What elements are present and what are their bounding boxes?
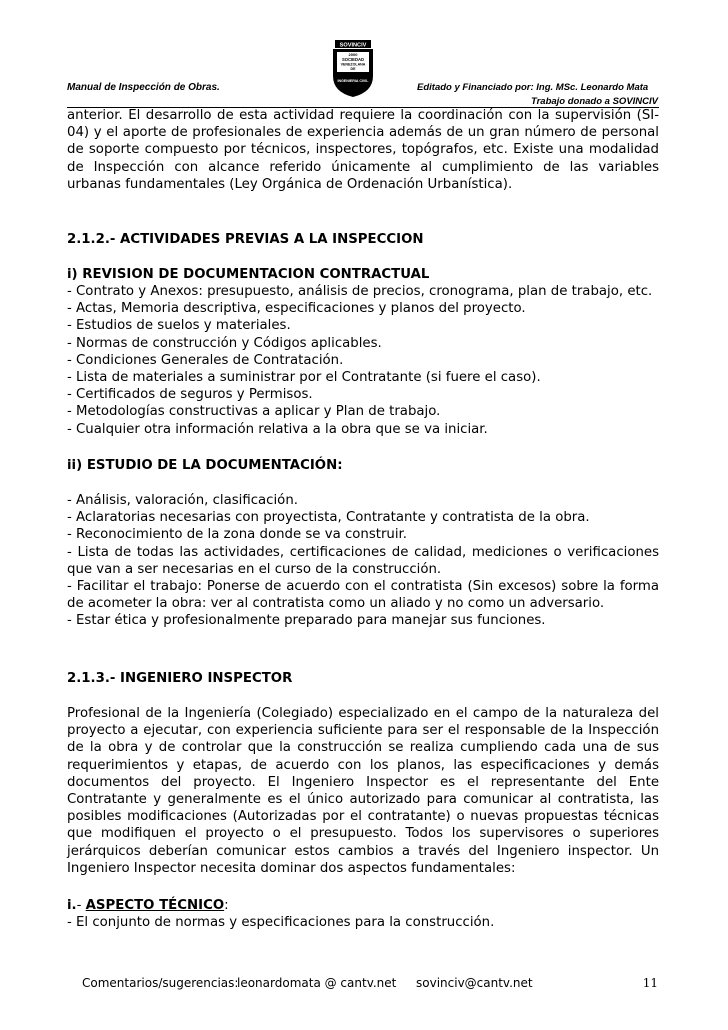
aspect-item: - El conjunto de normas y especificaciones para la construcción. [67,915,495,930]
footer-label: Comentarios/sugerencias: [82,976,239,990]
logo-line-3: VENEZOLANA [340,62,366,67]
aspect-dash: - [76,898,86,913]
list-item: - Cualquier otra información relativa a la obra que se va iniciar. [67,421,488,437]
logo-line-4: DE [350,67,356,71]
list-estudio-documentacion [67,492,659,630]
list-item: - Análisis, valoración, clasificación. [67,493,298,508]
list-item: - Metodologías constructivas a aplicar y Plan de trabajo. [67,404,441,420]
footer-email-1: leonardomata @ cantv.net [237,976,397,990]
subheading-estudio-documentacion: ii) ESTUDIO DE LA DOCUMENTACIÓN: [67,458,343,473]
sovinciv-logo-icon [327,40,379,98]
header-publisher: Editado y Financiado por: Ing. MSc. Leonardo Mata [417,82,649,93]
header-donation: Trabajo donado a SOVINCIV [530,96,658,107]
list-item: - Condiciones Generales de Contratación. [67,352,344,368]
aspect-heading [67,897,659,914]
footer-email-2: sovinciv@cantv.net [416,976,533,990]
page-number: 11 [642,976,658,990]
list-item: - Lista de todas las actividades, certificaciones de calidad, mediciones o verificaciones que van a ser necesarias en el curso de la construcción. [67,544,659,577]
logo-top-text: SOVINCIV [339,42,367,49]
aspect-number: i. [67,898,77,913]
intro-paragraph: anterior. El desarrollo de esta actividad requiere la coordinación con la supervisión (SI-04) y el aporte de profesionales de experiencia además de un gran número de personal de soporte compuesto por técnicos, inspectores, topógrafos, etc. Existe una modalidad de Inspección con alcance referido únicamente al cumplimiento de las variables urbanas fundamentales (Ley Orgánica de Ordenación Urbanística). [67,108,659,192]
section-heading-2-1-3: 2.1.3.- INGENIERO INSPECTOR [67,671,293,686]
list-item: - Aclaratorias necesarias con proyectista, Contratante y contratista de la obra. [67,510,590,526]
list-item: - Facilitar el trabajo: Ponerse de acuerdo con el contratista (Sin excesos) sobre la forma de acometer la obra: ver al contratista como un aliado y no como un adversario. [67,579,659,612]
logo-line-5: INGENIERIA CIVIL [337,79,369,83]
list-item: - Lista de materiales a suministrar por el Contratante (si fuere el caso). [67,370,541,386]
list-documentacion-contractual [67,283,659,438]
list-item: - Actas, Memoria descriptiva, especificaciones y planos del proyecto. [67,301,526,317]
ingeniero-inspector-paragraph: Profesional de la Ingeniería (Colegiado) especializado en el campo de la naturaleza del proyecto a ejecutar, con experiencia suficiente para ser el responsable de la Inspección de la obra y de controlar que la construcción se realiza cumpliendo cada una de sus requerimientos y etapas, de acuerdo con los planos, las especificaciones y demás documentos del proyecto. El Ingeniero Inspector es el representante del Ente Contratante y generalmente es el único autorizado para comunicar al contratista, las posibles modificaciones (Autorizadas por el contratante) o nuevas propuestas técnicas que modifiquen el proyecto o el presupuesto. Todos los supervisores o superiores jerárquicos deberían comunicar estos cambios a través del Ingeniero inspector. Un Ingeniero Inspector necesita dominar dos aspectos fundamentales: [67,706,659,876]
list-item: - Normas de construcción y Códigos aplicables. [67,335,382,351]
logo-line-1: 2000 [348,52,358,57]
aspect-colon: : [224,898,229,913]
logo-line-2: SOCIEDAD [341,57,365,62]
section-heading-2-1-2: 2.1.2.- ACTIVIDADES PREVIAS A LA INSPECCION [67,232,424,247]
header-title: Manual de Inspección de Obras. [67,82,220,93]
list-item: - Estudios de suelos y materiales. [67,318,291,334]
list-item: - Certificados de seguros y Permisos. [67,387,313,403]
list-item: - Estar ética y profesionalmente preparado para manejar sus funciones. [67,613,546,629]
aspect-title: ASPECTO TÉCNICO [85,898,225,913]
subheading-documentacion-contractual: i) REVISION DE DOCUMENTACION CONTRACTUAL [67,267,430,282]
list-item: - Contrato y Anexos: presupuesto, análisis de precios, cronograma, plan de trabajo, etc. [67,284,653,299]
list-item: - Reconocimiento de la zona donde se va construir. [67,527,408,543]
